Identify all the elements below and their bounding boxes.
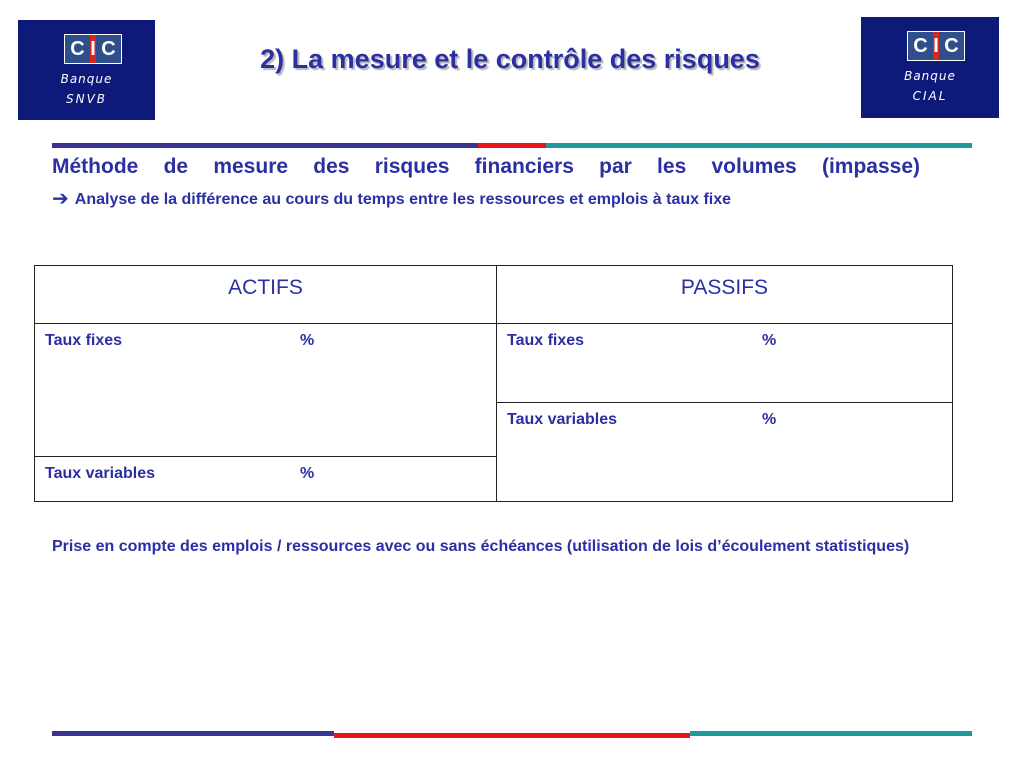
bottom-rule-red xyxy=(334,733,690,738)
top-rule-red xyxy=(478,143,546,148)
actifs-fixed-pct: % xyxy=(300,332,315,349)
analysis-text: Analyse de la différence au cours du temps entre les ressources et emplois à taux fixe xyxy=(74,191,732,208)
header-actifs: ACTIFS xyxy=(35,266,497,324)
logo-line-cial: CIAL xyxy=(912,89,948,103)
bottom-rule-blue xyxy=(52,731,334,736)
top-rule-blue xyxy=(52,143,478,148)
passifs-fixed-pct: % xyxy=(762,332,777,349)
logo-letter: C xyxy=(908,32,933,60)
cic-mark xyxy=(64,34,122,64)
logo-letter: C xyxy=(65,35,90,63)
header-passifs: PASSIFS xyxy=(497,266,953,324)
method-heading: Méthode de mesure des risques financiers par les volumes (impasse) xyxy=(52,155,920,178)
bottom-rule-teal xyxy=(690,731,972,736)
analysis-line xyxy=(52,186,922,211)
top-rule-teal xyxy=(546,143,972,148)
cic-mark xyxy=(907,31,965,61)
logo-line-banque: Banque xyxy=(60,72,113,86)
footer-note: Prise en compte des emplois / ressources avec ou sans échéances (utilisation de lois d’écoulement statistiques) xyxy=(52,538,910,555)
logo-letter: I xyxy=(933,32,939,60)
right-arrow-icon: ➔ xyxy=(52,188,69,210)
logo-letter: C xyxy=(96,35,121,63)
logo-line-banque: Banque xyxy=(904,69,956,83)
logo-line-snvb: SNVB xyxy=(65,92,108,106)
passifs-fixed-label: Taux fixes xyxy=(507,332,585,349)
cic-snvb-logo xyxy=(18,20,155,120)
cic-cial-logo xyxy=(861,17,999,118)
slide-title: 2) La mesure et le contrôle des risques xyxy=(260,44,760,74)
actifs-variable-cell xyxy=(35,457,497,502)
logo-letter: C xyxy=(939,32,964,60)
logo-letter: I xyxy=(90,35,96,63)
passifs-fixed-cell xyxy=(497,324,953,403)
passifs-variable-label: Taux variables xyxy=(507,411,617,428)
actifs-variable-pct: % xyxy=(300,465,315,482)
actifs-fixed-label: Taux fixes xyxy=(45,332,123,349)
passifs-variable-pct: % xyxy=(762,411,777,428)
actifs-fixed-cell xyxy=(35,324,497,457)
actifs-variable-label: Taux variables xyxy=(45,465,155,482)
passifs-variable-cell xyxy=(497,403,953,502)
gap-analysis-table xyxy=(34,265,953,502)
